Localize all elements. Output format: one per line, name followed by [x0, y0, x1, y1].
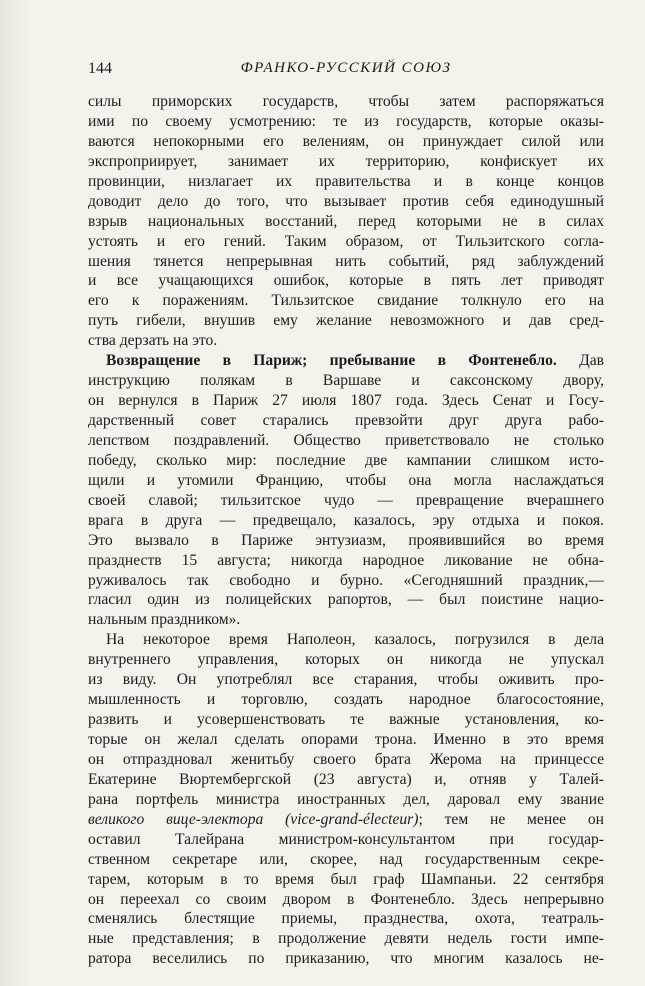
section-heading-line: [88, 351, 604, 371]
text-line: шения тянется непрерывная нить событий, ряд заблуждений: [88, 252, 604, 270]
text-line: врага в друга — предвещало, казалось, эру отдыха и покоя.: [88, 511, 604, 529]
text-line: нальным праздником».: [88, 611, 241, 629]
text-line: дарственный совет старались превзойти друг друга рабо-: [88, 412, 604, 429]
italic-line-rest: ; тем не менее он: [418, 810, 604, 828]
text-line: его к поражениям. Тильзитское свидание толкнуло его на: [88, 292, 604, 310]
text-line: он отпраздновал женитьбу своего брата Жерома на принцессе: [88, 750, 604, 768]
text-line: победу, сколько мир: последние две кампании слишком исто-: [88, 451, 604, 469]
text-line: рана портфель министра иностранных дел, даровал ему звание: [88, 790, 604, 808]
heading-line-rest: Дав: [579, 352, 604, 370]
text-line: и все учащающихся ошибок, которые в пять лет приводят: [88, 272, 604, 290]
text-line: своей славой; тильзитское чудо — превращение вчерашнего: [88, 491, 604, 509]
text-line: он переехал со своим двором в Фонтенебло. Здесь непрерывно: [88, 890, 604, 908]
text-line: из виду. Он употреблял все старания, чтобы оживить про-: [88, 671, 604, 689]
paragraph-3: [88, 630, 604, 969]
text-line: путь гибели, внушив ему желание невозможного и дав сред-: [88, 312, 604, 330]
text-line: Это вызвало в Париже энтузиазм, проявившийся во время: [88, 531, 604, 549]
text-line: развить и усовершенствовать те важные установления, ко-: [88, 711, 604, 729]
text-line: доводит дело до того, что вызывает против себя единодушный: [88, 192, 604, 210]
text-line: лепством поздравлений. Общество приветствовало не столько: [88, 431, 604, 449]
italic-title: великого вице-электора (vice-grand-électeur): [88, 810, 419, 828]
text-line: экспроприирует, занимает их территорию, конфискует их: [88, 152, 604, 170]
page-body: [88, 92, 604, 969]
text-line: он вернулся в Париж 27 июля 1807 года. Здесь Сенат и Госу-: [88, 392, 604, 410]
page-header: [88, 60, 604, 82]
text-line-with-italic: [88, 810, 604, 830]
text-line: щили и утомили Францию, чтобы она могла наслаждаться: [88, 471, 604, 489]
text-line: тарем, которым в то время был граф Шампаньи. 22 сентября: [88, 870, 604, 888]
text-line: сменялись блестящие приемы, празднества, охота, театраль-: [88, 910, 604, 928]
text-line: Екатерине Вюртембергской (23 августа) и, отняв у Талей-: [88, 770, 604, 788]
text-line: торые он желал сделать опорами трона. Именно в это время: [88, 731, 604, 748]
text-line: провинции, низлагает их правительства и в конце концов: [88, 172, 604, 190]
text-line: На некоторое время Наполеон, казалось, погрузился в дела: [106, 631, 604, 649]
text-line: ства дерзать на это.: [88, 332, 218, 350]
text-line: инструкцию полякам в Варшаве и саксонскому двору,: [88, 372, 604, 390]
text-line: ваются непокорными его велениям, он принуждает силой или: [88, 132, 604, 150]
paragraph-1: [88, 92, 604, 351]
section-heading: Возвращение в Париж; пребывание в Фонтенебло.: [106, 352, 557, 370]
text-line: внутреннего управления, которых он никогда не упускал: [88, 651, 604, 669]
page-number: 144: [88, 60, 112, 77]
text-line: взрыв национальных восстаний, перед которыми не в силах: [88, 212, 604, 230]
text-line: устоять и его гений. Таким образом, от Тильзитского согла-: [88, 232, 604, 250]
running-title: ФРАНКО-РУССКИЙ СОЮЗ: [240, 60, 452, 76]
text-line: гласил один из полицейских рапортов, — был поистине нацио-: [88, 591, 604, 609]
text-line: руживалось так свободно и бурно. «Сегодняшний праздник,—: [88, 571, 604, 589]
paragraph-2: [88, 351, 604, 630]
text-line: оставил Талейрана министром-консультантом при государ-: [88, 830, 604, 848]
text-line: ратора веселились по приказанию, что многим казалось не-: [88, 950, 604, 968]
text-line: ими по своему усмотрению: те из государств, которые оказы-: [88, 112, 604, 130]
text-line: празднеств 15 августа; никогда народное ликование не обна-: [88, 551, 604, 569]
text-line: силы приморских государств, чтобы затем распоряжаться: [88, 93, 604, 110]
text-line: ные представления; в продолжение девяти недель гости импе-: [88, 930, 604, 948]
text-line: ственном секретаре или, скорее, над государственным секре-: [88, 850, 604, 868]
text-line: мышленность и торговлю, создать народное благосостояние,: [88, 691, 604, 709]
